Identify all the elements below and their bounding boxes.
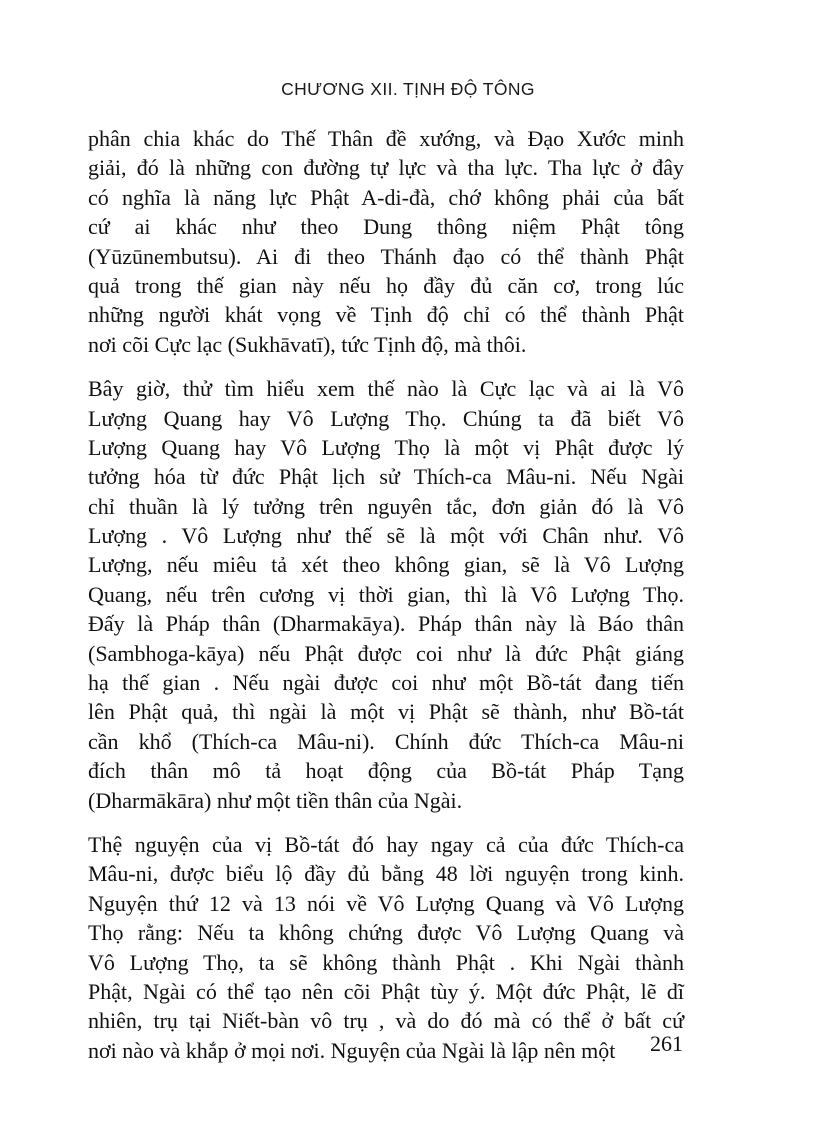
text-line: nơi cõi Cực lạc (Sukhāvatī), tức Tịnh độ, mà thôi. xyxy=(88,331,527,357)
text-line: hạ thế gian . Nếu ngài được coi như một Bồ-tát đang tiến xyxy=(88,670,684,696)
text-line: Lượng Quang hay Vô Lượng Thọ là một vị Phật được lý xyxy=(88,434,684,460)
text-line: Quang, nếu trên cương vị thời gian, thì là Vô Lượng Thọ. xyxy=(88,581,684,607)
text-line: (Dharmākāra) như một tiền thân của Ngài. xyxy=(88,787,463,813)
text-line: đích thân mô tả hoạt động của Bồ-tát Pháp Tạng xyxy=(88,758,684,784)
text-line: quả trong thế gian này nếu họ đầy đủ căn cơ, trong lúc xyxy=(88,272,684,298)
text-line: Lượng . Vô Lượng như thế sẽ là một với Chân như. Vô xyxy=(88,523,684,549)
text-line: Thọ rằng: Nếu ta không chứng được Vô Lượng Quang và xyxy=(88,920,684,946)
text-line: giải, đó là những con đường tự lực và tha lực. Tha lực ở đây xyxy=(88,155,684,181)
running-header: CHƯƠNG XII. TỊNH ĐỘ TÔNG xyxy=(281,79,535,99)
text-line: (Sambhoga-kāya) nếu Phật được coi như là đức Phật giáng xyxy=(88,640,684,666)
text-line: Vô Lượng Thọ, ta sẽ không thành Phật . Khi Ngài thành xyxy=(88,949,684,975)
body-text xyxy=(88,124,684,1080)
paragraph xyxy=(88,830,684,1065)
text-line: Phật, Ngài có thể tạo nên cõi Phật tùy ý. Một đức Phật, lẽ dĩ xyxy=(88,978,684,1004)
text-line: (Yūzūnembutsu). Ai đi theo Thánh đạo có thể thành Phật xyxy=(88,243,684,269)
text-line: tưởng hóa từ đức Phật lịch sử Thích-ca Mâu-ni. Nếu Ngài xyxy=(88,464,684,490)
text-line: có nghĩa là năng lực Phật A-di-đà, chớ không phải của bất xyxy=(88,184,684,210)
text-line: phân chia khác do Thế Thân đề xướng, và Đạo Xước minh xyxy=(88,126,684,151)
text-line: Nguyện thứ 12 và 13 nói về Vô Lượng Quang và Vô Lượng xyxy=(88,890,684,916)
text-line: cần khổ (Thích-ca Mâu-ni). Chính đức Thích-ca Mâu-ni xyxy=(88,728,684,754)
text-line: cứ ai khác như theo Dung thông niệm Phật tông xyxy=(88,214,684,240)
page-number: 261 xyxy=(650,1031,683,1056)
paragraph xyxy=(88,124,684,359)
text-line: chỉ thuần là lý tưởng trên nguyên tắc, đơn giản đó là Vô xyxy=(88,493,684,519)
text-line: Mâu-ni, được biểu lộ đầy đủ bằng 48 lời nguyện trong kinh. xyxy=(88,861,684,887)
text-line: Thệ nguyện của vị Bồ-tát đó hay ngay cả của đức Thích-ca xyxy=(88,831,684,857)
text-line: Lượng Quang hay Vô Lượng Thọ. Chúng ta đã biết Vô xyxy=(88,405,684,431)
text-line: nhiên, trụ tại Niết-bàn vô trụ , và do đó mà có thể ở bất cứ xyxy=(88,1008,684,1034)
paragraph xyxy=(88,374,684,815)
text-line: Lượng, nếu miêu tả xét theo không gian, sẽ là Vô Lượng xyxy=(88,552,684,578)
text-line: Đấy là Pháp thân (Dharmakāya). Pháp thân này là Báo thân xyxy=(88,611,684,637)
text-line: những người khát vọng về Tịnh độ chỉ có thể thành Phật xyxy=(88,302,684,328)
text-line: lên Phật quả, thì ngài là một vị Phật sẽ thành, như Bồ-tát xyxy=(88,699,684,725)
text-line: nơi nào và khắp ở mọi nơi. Nguyện của Ngài là lập nên một xyxy=(88,1037,616,1063)
text-line: Bây giờ, thử tìm hiểu xem thế nào là Cực lạc và ai là Vô xyxy=(88,376,684,402)
